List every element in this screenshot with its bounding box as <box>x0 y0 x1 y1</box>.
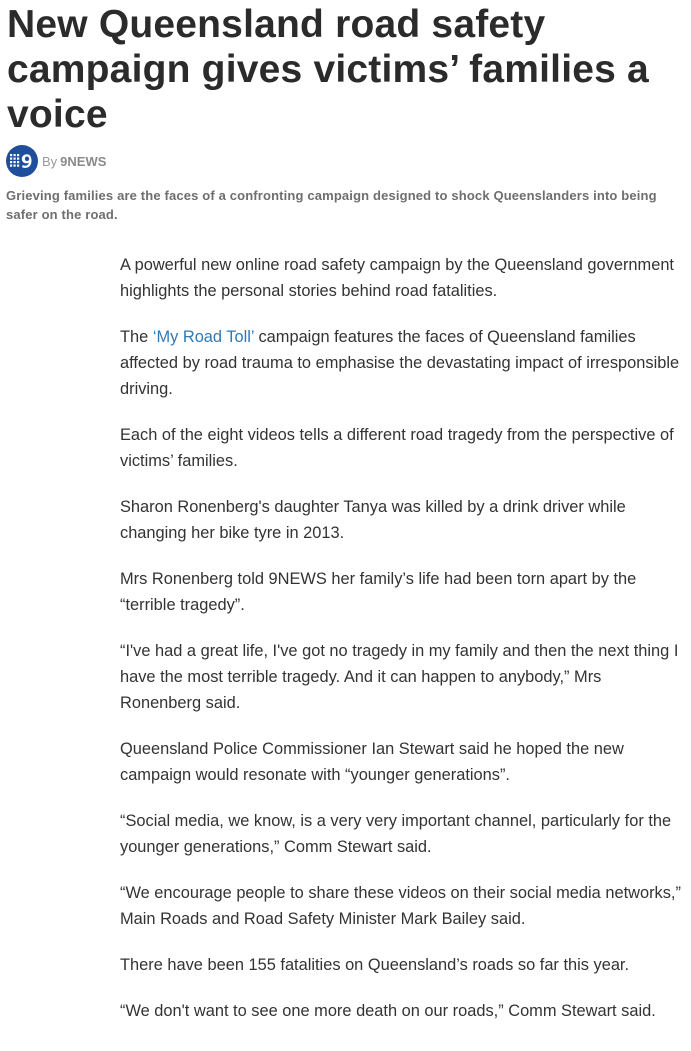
byline-text <box>42 154 106 169</box>
body-paragraph: “I've had a great life, I've got no tragedy in my family and then the next thing I have the most terrible tragedy. And it can happen to anybody,” Mrs Ronenberg said. <box>120 642 679 712</box>
body-paragraph: “We encourage people to share these videos on their social media networks,” Main Roads and Road Safety Minister Mark Bailey said. <box>120 884 681 928</box>
my-road-toll-link[interactable]: ‘My Road Toll’ <box>152 328 254 346</box>
body-paragraph: There have been 155 fatalities on Queensland’s roads so far this year. <box>120 956 630 974</box>
paragraph-text: The <box>120 328 153 346</box>
byline <box>6 145 106 177</box>
body-paragraph: “We don't want to see one more death on our roads,” Comm Stewart said. <box>120 1002 656 1020</box>
body-paragraph: “Social media, we know, is a very very important channel, particularly for the younger generations,” Comm Stewart said. <box>120 812 672 856</box>
body-paragraph <box>120 324 686 402</box>
body-paragraph: A powerful new online road safety campaign by the Queensland government highlights the personal stories behind road fatalities. <box>120 256 674 300</box>
byline-prefix: By <box>42 153 58 169</box>
body-paragraph: Queensland Police Commissioner Ian Stewart said he hoped the new campaign would resonate with “younger generations”. <box>120 740 624 784</box>
nine-news-logo-icon[interactable] <box>6 145 38 177</box>
article-body <box>120 252 686 1044</box>
article-headline: New Queensland road safety campaign gives victims’ families a voice <box>7 3 649 136</box>
article-standfirst: Grieving families are the faces of a confronting campaign designed to shock Queenslanders into being safer on the road. <box>6 188 657 222</box>
byline-author[interactable]: 9NEWS <box>60 153 107 169</box>
body-paragraph: Each of the eight videos tells a different road tragedy from the perspective of victims’ families. <box>120 426 674 470</box>
paragraph-text: campaign features the faces of Queensland families affected by road trauma to emphasise the devastating impact of irresponsible driving. <box>120 328 680 398</box>
body-paragraph: Mrs Ronenberg told 9NEWS her family’s life had been torn apart by the “terrible tragedy”. <box>120 570 637 614</box>
body-paragraph: Sharon Ronenberg's daughter Tanya was killed by a drink driver while changing her bike tyre in 2013. <box>120 498 626 542</box>
